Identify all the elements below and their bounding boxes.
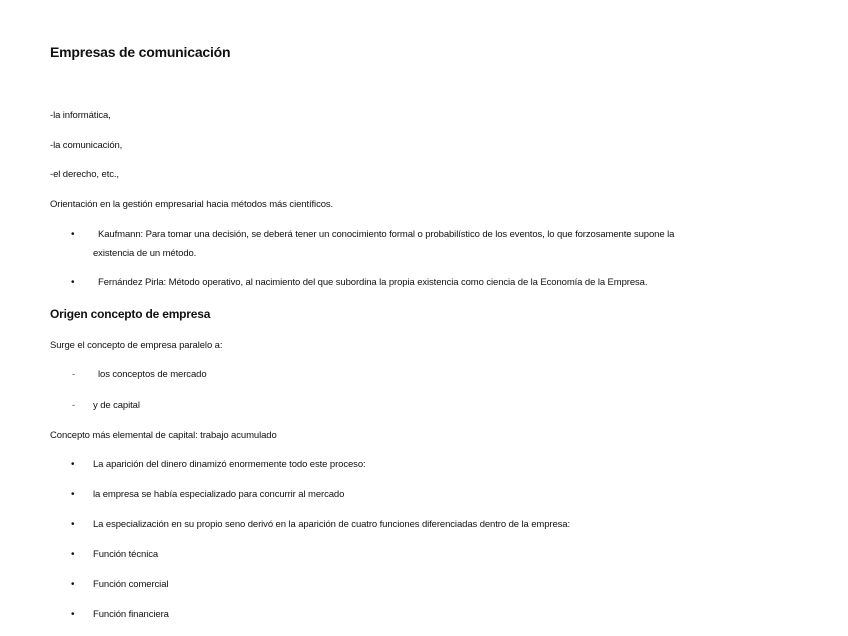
list-item-text: Fernández Pirla: Método operativo, al nacimiento del que subordina la propia existencia como ciencia de la Economía de la Empresa. bbox=[98, 277, 648, 288]
paragraph-line: Surge el concepto de empresa paralelo a: bbox=[50, 340, 223, 351]
bullet-marker: • bbox=[71, 489, 75, 500]
list-item-text: Función técnica bbox=[93, 549, 159, 560]
bullet-marker: • bbox=[71, 549, 75, 560]
paragraph-line: Concepto más elemental de capital: trabajo acumulado bbox=[50, 430, 277, 441]
bullet-marker: • bbox=[71, 277, 75, 288]
paragraph-line: -la comunicación, bbox=[50, 140, 123, 151]
paragraph-line: Orientación en la gestión empresarial hacia métodos más científicos. bbox=[50, 199, 334, 210]
list-item-text: La especialización en su propio seno derivó en la aparición de cuatro funciones diferenciadas dentro de la empresa: bbox=[93, 519, 571, 530]
paragraph-line: -el derecho, etc., bbox=[50, 169, 119, 180]
section-heading-empresas-comunicacion: Empresas de comunicación bbox=[50, 44, 231, 60]
section-heading-origen-concepto: Origen concepto de empresa bbox=[50, 307, 211, 321]
bullet-marker: • bbox=[71, 229, 75, 240]
dash-marker: - bbox=[72, 400, 76, 411]
list-item-text: y de capital bbox=[93, 400, 140, 411]
paragraph-line: -la informática, bbox=[50, 110, 111, 121]
bullet-marker: • bbox=[71, 609, 75, 620]
list-item-text: La aparición del dinero dinamizó enormemente todo este proceso: bbox=[93, 459, 366, 470]
list-item-text: la empresa se había especializado para concurrir al mercado bbox=[93, 489, 345, 500]
bullet-marker: • bbox=[71, 579, 75, 590]
bullet-marker: • bbox=[71, 519, 75, 530]
list-item-text: Kaufmann: Para tomar una decisión, se deberá tener un conocimiento formal o probabilístico de los eventos, lo que forzosamente supone la bbox=[98, 229, 675, 240]
list-item-text-continued: existencia de un método. bbox=[93, 248, 197, 259]
list-item-text: Función financiera bbox=[93, 609, 169, 620]
dash-marker: - bbox=[72, 369, 76, 380]
list-item-text: los conceptos de mercado bbox=[98, 369, 207, 380]
bullet-marker: • bbox=[71, 459, 75, 470]
list-item-text: Función comercial bbox=[93, 579, 169, 590]
